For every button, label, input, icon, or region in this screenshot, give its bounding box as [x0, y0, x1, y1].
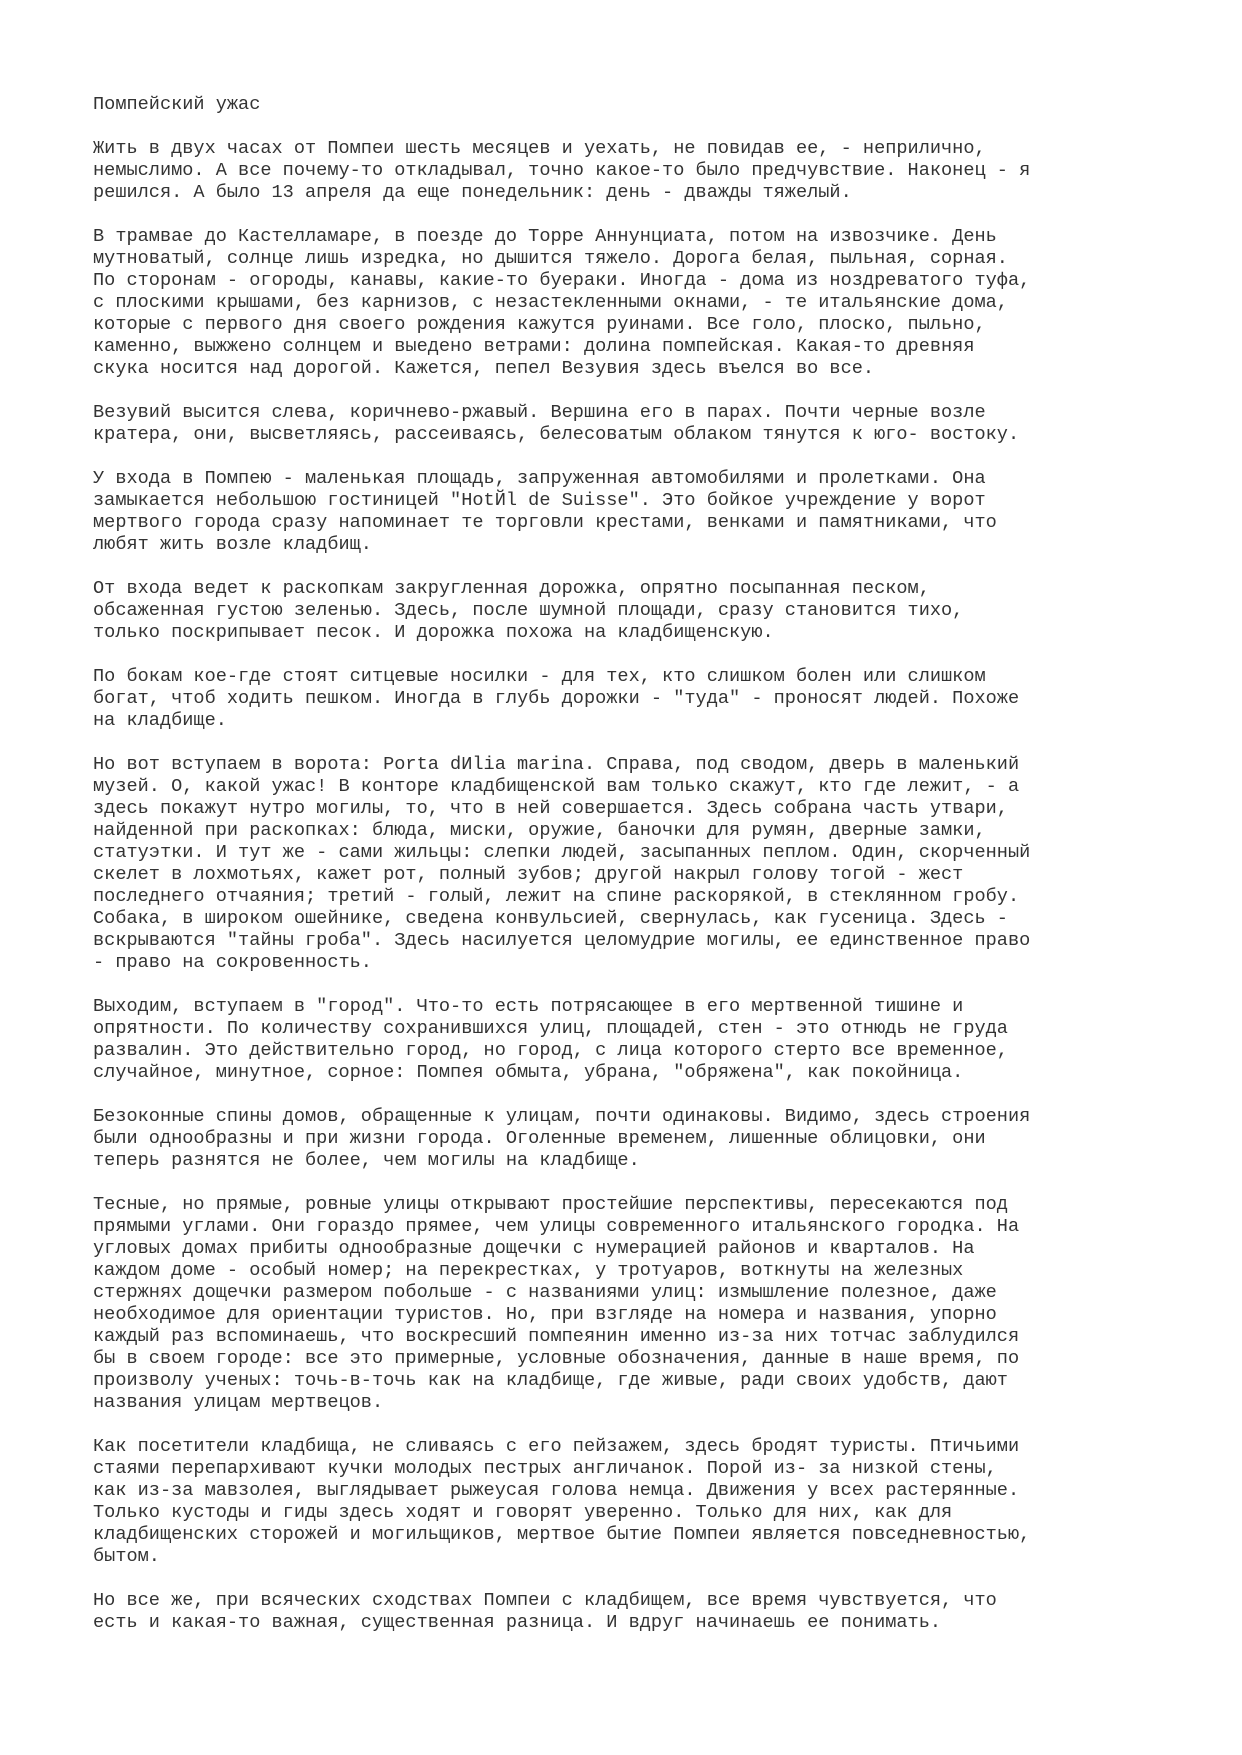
text-line: В трамвае до Кастелламаре, в поезде до Торре Аннунциата, потом на извозчике. День: [93, 226, 997, 247]
text-line: названия улицам мертвецов.: [93, 1392, 384, 1413]
text-line: мертвого города сразу напоминает те торговли крестами, венками и памятниками, что: [93, 512, 997, 533]
paragraph: [93, 666, 1173, 732]
text-line: решился. А было 13 апреля да еще понедельник: день - дважды тяжелый.: [93, 182, 852, 203]
paragraph: [93, 468, 1173, 556]
text-line: Жить в двух часах от Помпеи шесть месяцев и уехать, не повидав ее, - неприлично,: [93, 138, 986, 159]
document-page: [93, 94, 1173, 1656]
text-line: угловых домах прибиты однообразные дощечки с нумерацией районов и кварталов. На: [93, 1238, 975, 1259]
text-line: кратера, они, высветляясь, рассеиваясь, белесоватым облаком тянутся к юго- востоку.: [93, 424, 1020, 445]
text-line: которые с первого дня своего рождения кажутся руинами. Все голо, плоско, пыльно,: [93, 314, 986, 335]
text-line: обсаженная густою зеленью. Здесь, после шумной площади, сразу становится тихо,: [93, 600, 964, 621]
text-line: У входа в Помпею - маленькая площадь, запруженная автомобилями и пролетками. Она: [93, 468, 986, 489]
text-line: были однообразны и при жизни города. Оголенные временем, лишенные облицовки, они: [93, 1128, 986, 1149]
text-line: с плоскими крышами, без карнизов, с незастекленными окнами, - те итальянские дома,: [93, 292, 1008, 313]
text-line: Собака, в широком ошейнике, сведена конвульсией, свернулась, как гусеница. Здесь -: [93, 908, 1008, 929]
paragraph: [93, 1590, 1173, 1634]
paragraph: [93, 754, 1173, 974]
text-line: произволу ученых: точь-в-точь как на кладбище, где живые, ради своих удобств, дают: [93, 1370, 1008, 1391]
text-line: каждом доме - особый номер; на перекрестках, у тротуаров, воткнуты на железных: [93, 1260, 964, 1281]
text-line: мутноватый, солнце лишь изредка, но дышится тяжело. Дорога белая, пыльная, сорная.: [93, 248, 1008, 269]
text-line: последнего отчаяния; третий - голый, лежит на спине раскорякой, в стеклянном гробу.: [93, 886, 1020, 907]
text-line: вскрываются "тайны гроба". Здесь насилуется целомудрие могилы, ее единственное право: [93, 930, 1031, 951]
paragraph: [93, 226, 1173, 380]
text-line: скука носится над дорогой. Кажется, пепел Везувия здесь въелся во все.: [93, 358, 875, 379]
text-line: Тесные, но прямые, ровные улицы открывают простейшие перспективы, пересекаются под: [93, 1194, 1008, 1215]
paragraph: [93, 402, 1173, 446]
text-line: Но все же, при всяческих сходствах Помпеи с кладбищем, все время чувствуется, что: [93, 1590, 997, 1611]
text-line: Безоконные спины домов, обращенные к улицам, почти одинаковы. Видимо, здесь строения: [93, 1106, 1031, 1127]
text-line: только поскрипывает песок. И дорожка похожа на кладбищенскую.: [93, 622, 774, 643]
text-line: теперь разнятся не более, чем могилы на кладбище.: [93, 1150, 640, 1171]
paragraph: [93, 138, 1173, 204]
paragraph: [93, 1436, 1173, 1568]
text-line: Как посетители кладбища, не сливаясь с его пейзажем, здесь бродят туристы. Птичьими: [93, 1436, 1020, 1457]
text-line: Выходим, вступаем в "город". Что-то есть потрясающее в его мертвенной тишине и: [93, 996, 964, 1017]
text-line: замыкается небольшою гостиницей "HotЙl de Suisse". Это бойкое учреждение у ворот: [93, 490, 986, 511]
text-line: стаями перепархивают кучки молодых пестрых англичанок. Порой из- за низкой стены,: [93, 1458, 997, 1479]
text-line: От входа ведет к раскопкам закругленная дорожка, опрятно посыпанная песком,: [93, 578, 930, 599]
text-line: скелет в лохмотьях, кажет рот, полный зубов; другой накрыл голову тогой - жест: [93, 864, 964, 885]
text-line: любят жить возле кладбищ.: [93, 534, 372, 555]
text-line: - право на сокровенность.: [93, 952, 372, 973]
paragraph: [93, 1194, 1173, 1414]
document-body: [93, 138, 1173, 1634]
text-line: немыслимо. А все почему-то откладывал, точно какое-то было предчувствие. Наконец - я: [93, 160, 1031, 181]
text-line: каждый раз вспоминаешь, что воскресший помпеянин именно из-за них тотчас заблудился: [93, 1326, 1020, 1347]
text-line: стержнях дощечки размером побольше - с названиями улиц: измышление полезное, даже: [93, 1282, 997, 1303]
text-line: каменно, выжжено солнцем и выедено ветрами: долина помпейская. Какая-то древняя: [93, 336, 975, 357]
text-line: статуэтки. И тут же - сами жильцы: слепки людей, засыпанных пеплом. Один, скорченный: [93, 842, 1031, 863]
paragraph: [93, 996, 1173, 1084]
paragraph: [93, 1106, 1173, 1172]
text-line: прямыми углами. Они гораздо прямее, чем улицы современного итальянского городка. На: [93, 1216, 1020, 1237]
text-line: Но вот вступаем в ворота: Porta dИlia marina. Справа, под сводом, дверь в маленький: [93, 754, 1020, 775]
text-line: богат, чтоб ходить пешком. Иногда в глубь дорожки - "туда" - проносят людей. Похоже: [93, 688, 1020, 709]
text-line: развалин. Это действительно город, но город, с лица которого стерто все временное,: [93, 1040, 1008, 1061]
text-line: опрятности. По количеству сохранившихся улиц, площадей, стен - это отнюдь не груда: [93, 1018, 1008, 1039]
document-title: Помпейский ужас: [93, 94, 261, 115]
text-line: необходимое для ориентации туристов. Но, при взгляде на номера и названия, упорно: [93, 1304, 997, 1325]
text-line: как из-за мавзолея, выглядывает рыжеусая голова немца. Движения у всех растерянные.: [93, 1480, 1020, 1501]
text-line: По сторонам - огороды, канавы, какие-то буераки. Иногда - дома из ноздреватого туфа,: [93, 270, 1031, 291]
text-line: бы в своем городе: все это примерные, условные обозначения, данные в наше время, по: [93, 1348, 1020, 1369]
text-line: случайное, минутное, сорное: Помпея обмыта, убрана, "обряжена", как покойница.: [93, 1062, 964, 1083]
text-line: По бокам кое-где стоят ситцевые носилки - для тех, кто слишком болен или слишком: [93, 666, 986, 687]
text-line: есть и какая-то важная, существенная разница. И вдруг начинаешь ее понимать.: [93, 1612, 942, 1633]
text-line: Везувий высится слева, коричнево-ржавый. Вершина его в парах. Почти черные возле: [93, 402, 986, 423]
text-line: бытом.: [93, 1546, 160, 1567]
text-line: найденной при раскопках: блюда, миски, оружие, баночки для румян, дверные замки,: [93, 820, 986, 841]
paragraph: [93, 578, 1173, 644]
text-line: здесь покажут нутро могилы, то, что в ней совершается. Здесь собрана часть утвари,: [93, 798, 1008, 819]
text-line: кладбищенских сторожей и могильщиков, мертвое бытие Помпеи является повседневностью,: [93, 1524, 1031, 1545]
text-line: Только кустоды и гиды здесь ходят и говорят уверенно. Только для них, как для: [93, 1502, 953, 1523]
text-line: на кладбище.: [93, 710, 227, 731]
text-line: музей. О, какой ужас! В конторе кладбищенской вам только скажут, кто где лежит, - а: [93, 776, 1020, 797]
